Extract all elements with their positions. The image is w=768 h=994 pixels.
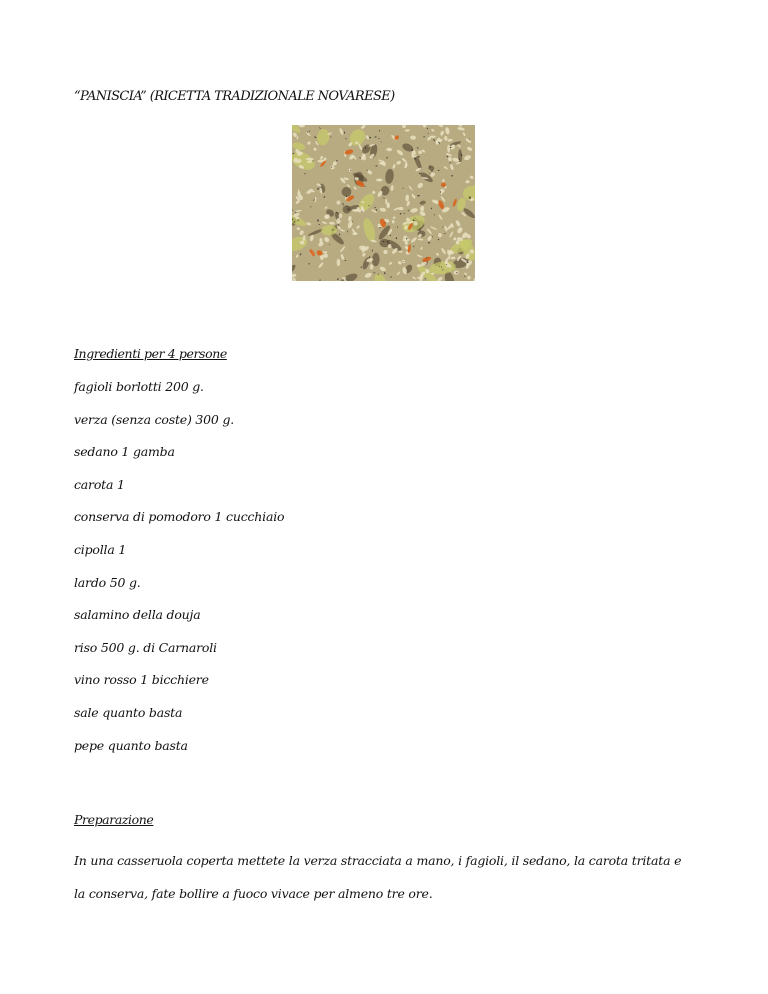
ingredient-item: conserva di pomodoro 1 cucchiaio xyxy=(74,509,285,525)
preparation-heading: Preparazione xyxy=(74,812,154,827)
ingredient-item: lardo 50 g. xyxy=(74,574,141,590)
preparation-text xyxy=(74,845,694,910)
ingredient-item: fagioli borlotti 200 g. xyxy=(74,379,204,394)
ingredient-list xyxy=(74,379,284,770)
ingredient-item: carota 1 xyxy=(74,476,125,492)
ingredient-item: sale quanto basta xyxy=(74,704,183,720)
ingredient-item: pepe quanto basta xyxy=(74,737,188,753)
ingredient-item: riso 500 g. di Carnaroli xyxy=(74,639,217,655)
preparation-line: In una casseruola coperta mettete la verza stracciata a mano, i fagioli, il sedano, la carota tritata e xyxy=(74,853,682,868)
ingredient-item: vino rosso 1 bicchiere xyxy=(74,672,209,688)
preparation-line: la conserva, fate bollire a fuoco vivace per almeno tre ore. xyxy=(74,885,433,901)
ingredient-item: cipolla 1 xyxy=(74,541,127,557)
ingredient-item: sedano 1 gamba xyxy=(74,444,175,460)
ingredients-heading: Ingredienti per 4 persone xyxy=(74,346,227,361)
ingredient-item: verza (senza coste) 300 g. xyxy=(74,411,235,427)
dish-photo xyxy=(292,125,475,281)
ingredient-item: salamino della douja xyxy=(74,607,201,623)
page-title: “PANISCIA” (RICETTA TRADIZIONALE NOVARESE) xyxy=(74,89,395,104)
paniscia-dish-image xyxy=(292,125,475,281)
